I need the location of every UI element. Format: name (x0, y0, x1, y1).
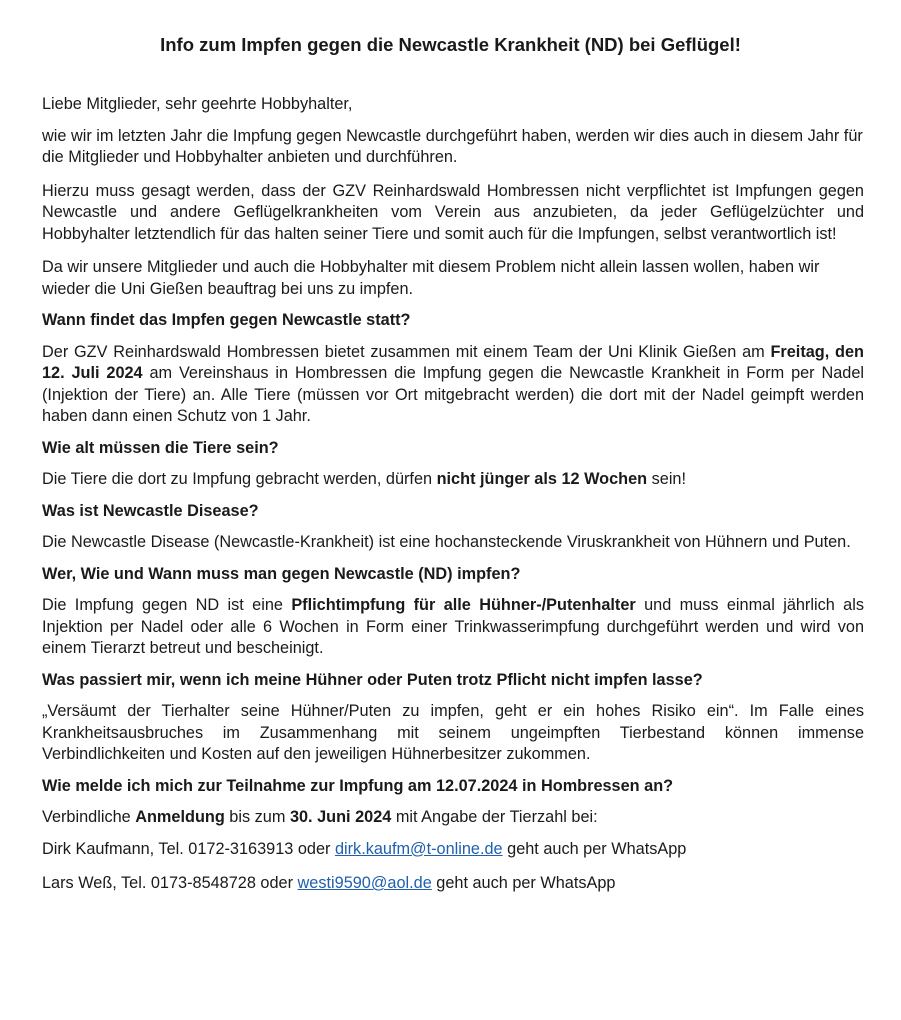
heading-who: Wer, Wie und Wann muss man gegen Newcastle (ND) impfen? (42, 564, 521, 583)
registration-text-a: Verbindliche (42, 808, 136, 826)
registration-text-c: mit Angabe der Tierzahl bei: (391, 808, 598, 826)
heading-disease: Was ist Newcastle Disease? (42, 501, 259, 520)
contact-dirk-email-link[interactable]: dirk.kaufm@t-online.de (334, 839, 503, 858)
support-paragraph: Da wir unsere Mitglieder und auch die Hobbyhalter mit diesem Problem nicht allein lassen wollen, haben wir wieder die Uni Gießen beauftrag bei uns zu impfen. (42, 258, 820, 298)
contact-lars-suffix: geht auch per WhatsApp (431, 874, 616, 892)
document-body (42, 94, 864, 905)
registration-label: Anmeldung (135, 808, 225, 826)
who-text-a: Die Impfung gegen ND ist eine (42, 596, 292, 614)
who-text-b: und muss einmal jährlich als Injektion per Nadel oder alle 6 Wochen in Form einer Trinkwasserimpfung durchgeführt werden und wird von einem Tierarzt betreut und bescheinigt. (42, 596, 864, 657)
contact-lars-text: Lars Weß, Tel. 0173-8548728 oder (42, 874, 298, 892)
age-paragraph (42, 469, 864, 491)
contact-dirk (42, 839, 864, 861)
consequences-paragraph: „Versäumt der Tierhalter seine Hühner/Puten zu impfen, geht er ein hohes Risiko ein“. Im Falle eines Krankheitsausbruches im Zusammenhang mit seinem ungeimpften Tierbestand können immense Verbindlichkeiten und Kosten auf den jeweiligen Hühnerbesitzer zukommen. (42, 702, 864, 763)
heading-when: Wann findet das Impfen gegen Newcastle statt? (42, 311, 411, 329)
mandatory-note: Pflichtimpfung für alle Hühner-/Putenhalter (291, 596, 636, 614)
when-paragraph (42, 342, 864, 428)
disclaimer-paragraph: Hierzu muss gesagt werden, dass der GZV Reinhardswald Hombressen nicht verpflichtet ist Impfungen gegen Newcastle und andere Geflügelkrankheiten vom Verein aus anzubieten, da jeder Geflügelzüchter und Hobbyhalter letztendlich für das halten seiner Tiere und somit auch für die Impfungen, selbst verantwortlich ist! (42, 181, 864, 243)
when-text-b: am Vereinshaus in Hombressen die Impfung gegen die Newcastle Krankheit in Form per Nadel (Injektion der Tiere) an. Alle Tiere (müssen vor Ort mitgebracht werden) die dort mit der Nadel geimpft werden haben dann einen Schutz von 1 Jahr. (42, 364, 864, 425)
registration-text-b: bis zum (224, 808, 290, 826)
heading-registration: Wie melde ich mich zur Teilnahme zur Impfung am 12.07.2024 in Hombressen an? (42, 776, 674, 795)
contact-lars-email-link[interactable]: westi9590@aol.de (297, 874, 432, 892)
greeting: Liebe Mitglieder, sehr geehrte Hobbyhalter, (42, 95, 353, 113)
intro-paragraph: wie wir im letzten Jahr die Impfung gegen Newcastle durchgeführt haben, werden wir dies auch in diesem Jahr für die Mitglieder und Hobbyhalter anbieten und durchführen. (42, 126, 863, 166)
who-paragraph (42, 595, 864, 660)
age-text-b: sein! (647, 470, 687, 488)
registration-deadline: 30. Juni 2024 (289, 808, 392, 826)
heading-age: Wie alt müssen die Tiere sein? (42, 438, 279, 457)
page-title: Info zum Impfen gegen die Newcastle Krankheit (ND) bei Geflügel! (160, 34, 741, 55)
contact-lars (42, 873, 864, 895)
disease-paragraph: Die Newcastle Disease (Newcastle-Krankheit) ist eine hochansteckende Viruskrankheit von Hühnern und Puten. (42, 533, 851, 551)
heading-consequences: Was passiert mir, wenn ich meine Hühner oder Puten trotz Pflicht nicht impfen lasse? (42, 670, 703, 689)
contact-dirk-text: Dirk Kaufmann, Tel. 0172-3163913 oder (42, 839, 335, 858)
when-text-a: Der GZV Reinhardswald Hombressen bietet zusammen mit einem Team der Uni Klinik Gießen am (42, 342, 771, 361)
age-text-a: Die Tiere die dort zu Impfung gebracht werden, dürfen (42, 470, 437, 488)
vaccination-date: Freitag, den 12. Juli 2024 (42, 342, 864, 382)
age-requirement: nicht jünger als 12 Wochen (436, 470, 648, 488)
contact-dirk-suffix: geht auch per WhatsApp (502, 839, 687, 858)
registration-paragraph (42, 807, 864, 829)
